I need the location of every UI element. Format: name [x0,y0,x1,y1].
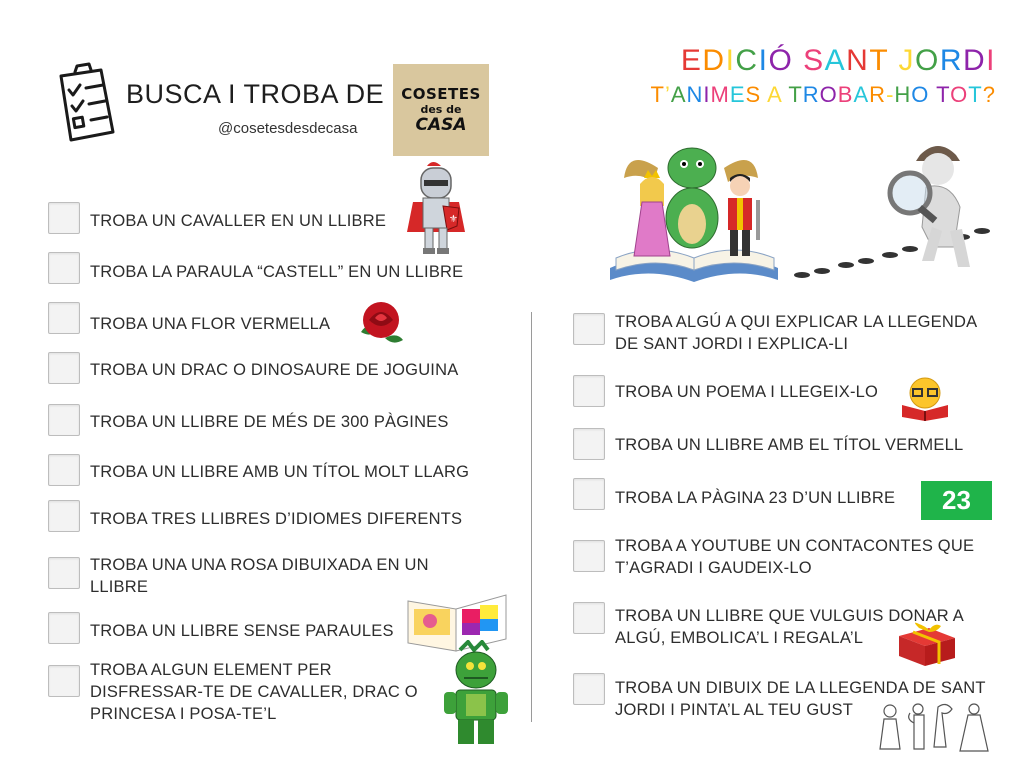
heading-letter: T [869,44,889,77]
heading-letter: D [962,44,987,77]
item-checkbox-4[interactable] [48,352,80,384]
heading-letter: R [869,82,887,107]
item-label-3: TROBA UNA FLOR VERMELLA [90,315,331,333]
logo-line-3: CASA [415,114,467,135]
heading-letter: O [950,82,969,107]
heading-letter: O [914,44,940,77]
item-checkbox-2[interactable] [48,252,80,284]
heading-letter: I [758,44,769,77]
item-label-13: TROBA UN LLIBRE AMB EL TÍTOL VERMELL [615,436,964,454]
item-checkbox-5[interactable] [48,404,80,436]
heading-letter: O [911,82,930,107]
heading-letter: O [819,82,838,107]
heading-letter: A [824,44,847,77]
heading-letter [793,44,803,77]
heading-letter: Ó [768,44,794,77]
item-checkbox-16[interactable] [573,602,605,634]
item-label-1: TROBA UN CAVALLER EN UN LLIBRE [90,212,387,230]
detective-magnifier-icon [792,135,1004,285]
edition-title [681,44,996,78]
heading-letter: R [802,82,820,107]
item-label-9: TROBA UN LLIBRE SENSE PARAULES [90,622,394,640]
page-title: BUSCA I TROBA DE [126,79,385,109]
heading-letter [889,44,899,77]
item-label-6: TROBA UN LLIBRE AMB UN TÍTOL MOLT LLARG [90,463,470,481]
heading-letter: I [703,82,711,107]
heading-letter: I [986,44,996,77]
item-label-12: TROBA UN POEMA I LLEGEIX-LO [615,383,879,401]
item-label-8: TROBA UNA UNA ROSA DIBUIXADA EN UN LLIBRE [90,556,429,596]
social-handle: @cosetesdesdecasa [218,120,358,137]
coloring-sketch-icon [878,697,994,757]
heading-letter: N [686,82,704,107]
heading-letter: A [767,82,782,107]
heading-letter: H [894,82,912,107]
item-label-14: TROBA LA PÀGINA 23 D’UN LLIBRE [615,489,896,507]
heading-letter: T [788,82,803,107]
heading-letter: I [725,44,736,77]
item-checkbox-12[interactable] [573,375,605,407]
heading-letter: A [853,82,870,107]
logo-line-1: COSETES [401,84,481,103]
knight-icon [403,160,471,258]
item-label-17: TROBA UN DIBUIX DE LA LLEGENDA DE SANT JORDI I PINTA’L AL TEU GUST [615,679,986,719]
page-number-badge: 23 [921,481,992,520]
item-label-7: TROBA TRES LLIBRES D’IDIOMES DIFERENTS [90,510,463,528]
rose-icon [355,298,407,348]
heading-letter: S [803,44,825,77]
item-checkbox-11[interactable] [573,313,605,345]
item-checkbox-15[interactable] [573,540,605,572]
item-checkbox-13[interactable] [573,428,605,460]
heading-letter: E [680,44,703,77]
item-checkbox-9[interactable] [48,612,80,644]
heading-letter: T [650,82,665,107]
subtitle [650,82,996,108]
heading-letter: A [670,82,687,107]
svg-text:⚜: ⚜ [449,214,458,225]
heading-letter: T [968,82,983,107]
heading-letter: R [939,44,963,77]
item-checkbox-7[interactable] [48,500,80,532]
reading-emoji-icon [898,375,952,421]
lego-dragon-icon [440,640,515,748]
heading-letter: J [898,44,915,77]
brand-logo [393,64,489,156]
clipboard-checklist-icon [53,62,121,144]
logo-line-2: des de [420,102,462,116]
item-checkbox-14[interactable] [573,478,605,510]
heading-letter: M [710,82,730,107]
heading-letter: D [702,44,726,77]
heading-letter: S [745,82,762,107]
heading-letter: - [886,82,895,107]
item-label-5: TROBA UN LLIBRE DE MÉS DE 300 PÀGINES [90,413,449,431]
column-divider [531,312,532,722]
item-label-10: TROBA ALGUN ELEMENT PER DISFRESSAR-TE DE CAVALLER, DRAC O PRINCESA I POSA-TE’L [90,661,418,723]
item-checkbox-10[interactable] [48,665,80,697]
item-label-11: TROBA ALGÚ A QUI EXPLICAR LA LLEGENDA DE SANT JORDI I EXPLICA-LI [615,313,977,353]
item-checkbox-8[interactable] [48,557,80,589]
heading-letter: ? [982,82,996,107]
heading-letter: N [846,44,870,77]
item-label-16: TROBA UN LLIBRE QUE VULGUIS DONAR A ALGÚ, EMBOLICA’L I REGALA’L [615,607,964,647]
heading-letter: E [729,82,746,107]
item-checkbox-17[interactable] [573,673,605,705]
item-label-15: TROBA A YOUTUBE UN CONTACONTES QUE T’AGRADI I GAUDEIX-LO [615,537,975,577]
heading-letter: ’ [664,82,671,107]
item-checkbox-1[interactable] [48,202,80,234]
item-checkbox-6[interactable] [48,454,80,486]
heading-letter: C [735,44,759,77]
heading-letter: B [837,82,854,107]
item-label-4: TROBA UN DRAC O DINOSAURE DE JOGUINA [90,361,459,379]
gift-icon [895,622,957,667]
book-characters-icon [606,128,781,288]
item-label-2: TROBA LA PARAULA “CASTELL” EN UN LLIBRE [90,263,464,281]
item-checkbox-3[interactable] [48,302,80,334]
heading-letter: T [936,82,951,107]
